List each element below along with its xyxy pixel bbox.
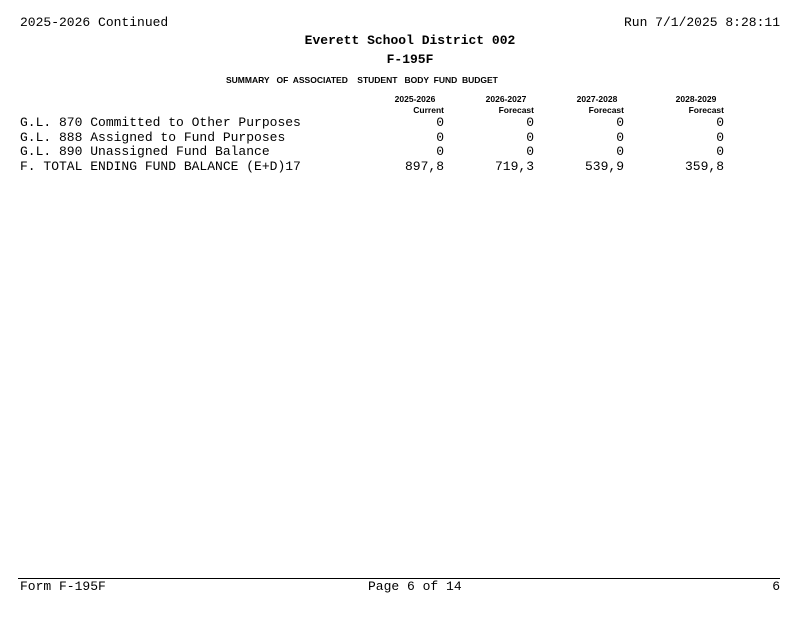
footer-page-number: Page 6 of 14 [368, 579, 462, 594]
row-label: G.L. 870 Committed to Other Purposes [20, 115, 301, 130]
row-value: 0 [716, 144, 724, 159]
row-value: 0 [526, 144, 534, 159]
column-year-3: 2028-2029 [675, 94, 717, 104]
district-title: Everett School District 002 [304, 33, 516, 48]
row-label: G.L. 888 Assigned to Fund Purposes [20, 130, 286, 145]
row-label: F. TOTAL ENDING FUND BALANCE (E+D)17 [20, 159, 301, 174]
column-label-3: Forecast [688, 105, 724, 115]
column-year-2: 2027-2028 [576, 94, 618, 104]
form-title: F-195F [386, 52, 434, 67]
column-label-0: Current [413, 105, 444, 115]
row-value: 719,3 [494, 159, 534, 174]
row-value: 0 [526, 130, 534, 145]
row-value: 0 [616, 144, 624, 159]
column-label-2: Forecast [588, 105, 624, 115]
row-value: 359,8 [684, 159, 724, 174]
row-value: 0 [616, 115, 624, 130]
column-label-1: Forecast [498, 105, 534, 115]
footer-form-label: Form F-195F [20, 579, 106, 594]
row-value: 0 [616, 130, 624, 145]
summary-title: SUMMARY OF ASSOCIATED STUDENT BODY FUND BUDGET [226, 75, 498, 85]
row-label: G.L. 890 Unassigned Fund Balance [20, 144, 270, 159]
row-value: 0 [526, 115, 534, 130]
row-value: 0 [436, 115, 444, 130]
column-year-0: 2025-2026 [394, 94, 436, 104]
footer-page-index: 6 [772, 579, 780, 594]
row-value: 539,9 [584, 159, 624, 174]
header-left-continued: 2025-2026 Continued [20, 15, 169, 30]
row-value: 0 [436, 130, 444, 145]
row-value: 0 [716, 115, 724, 130]
header-run-timestamp: Run 7/1/2025 8:28:11 [623, 15, 780, 30]
row-value: 897,8 [404, 159, 444, 174]
row-value: 0 [716, 130, 724, 145]
column-year-1: 2026-2027 [485, 94, 527, 104]
row-value: 0 [436, 144, 444, 159]
